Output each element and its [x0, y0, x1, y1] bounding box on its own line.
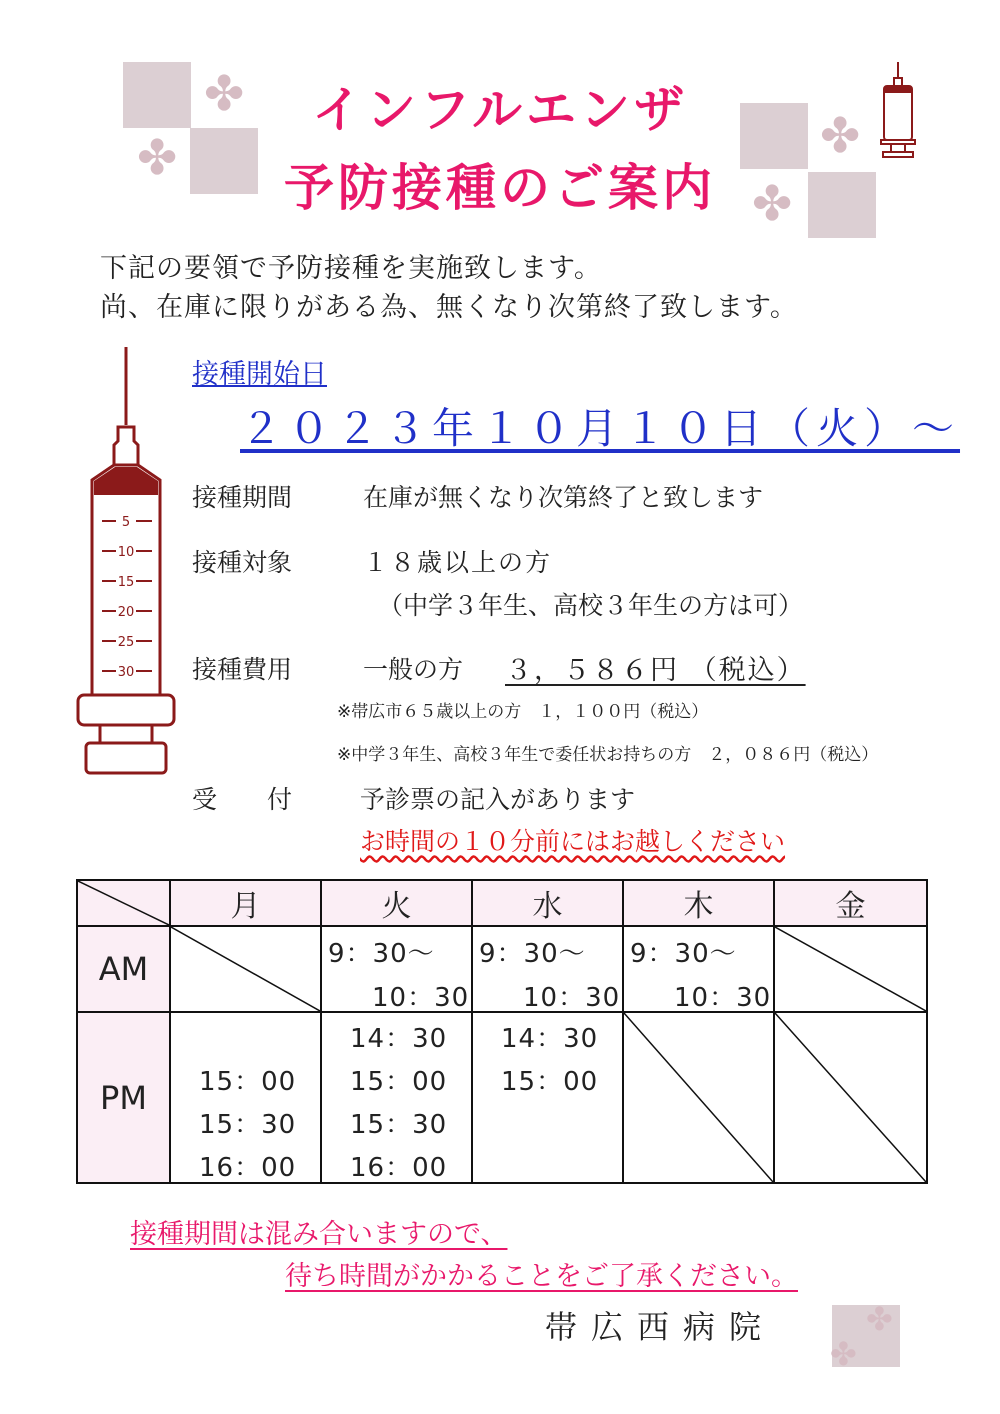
day-header: 火	[321, 880, 472, 926]
clover-icon: ✤	[830, 1335, 857, 1373]
syringe-scale-label: 5	[121, 515, 131, 530]
syringe-scale-label: 10	[117, 545, 135, 560]
pm-thu-cell	[623, 1012, 774, 1183]
day-header: 木	[623, 880, 774, 926]
time-slot: 15：30	[199, 1110, 297, 1140]
time-slot: 9：30～	[630, 939, 737, 969]
time-slot: 15：00	[350, 1067, 448, 1097]
pm-label: PM	[77, 1012, 170, 1183]
time-slot: 10：30	[674, 983, 772, 1013]
clover-icon: ✤	[137, 130, 178, 186]
time-slot: 14：30	[350, 1024, 448, 1054]
time-slot: 15：30	[350, 1110, 448, 1140]
clover-icon: ✤	[204, 66, 245, 122]
am-fri-cell	[774, 926, 927, 1012]
footer-notice-2: 待ち時間がかかることをご了承ください。	[285, 1261, 798, 1292]
schedule-header-row	[77, 880, 927, 926]
pm-fri-cell	[774, 1012, 927, 1183]
day-header: 水	[472, 880, 623, 926]
fee-label: 接種費用	[192, 655, 293, 684]
pm-wed-cell	[472, 1012, 623, 1183]
time-slot: 16：00	[199, 1153, 297, 1183]
reception-notice: お時間の１０分前にはお越しください	[360, 827, 786, 856]
hospital-name: 帯広西病院	[545, 1308, 776, 1346]
start-date-label: 接種開始日	[192, 359, 327, 390]
reception-value: 予診票の記入があります	[360, 785, 636, 814]
fee-general: 一般の方	[363, 655, 464, 684]
am-mon-cell	[170, 926, 321, 1012]
time-slot: 15：00	[501, 1067, 599, 1097]
intro-line-1: 下記の要領で予防接種を実施致します。	[100, 253, 602, 284]
target-label: 接種対象	[192, 548, 293, 577]
period-value: 在庫が無くなり次第終了と致します	[363, 483, 764, 512]
target-note: （中学３年生、高校３年生の方は可）	[378, 591, 804, 620]
am-thu-cell	[623, 926, 774, 1012]
syringe-scale-label: 15	[117, 575, 135, 590]
fee-note-student: ※中学３年生、高校３年生で委任状お持ちの方 ２，０８６円（税込）	[337, 745, 879, 765]
syringe-icon	[72, 345, 182, 785]
time-slot: 10：30	[372, 983, 470, 1013]
start-date: ２０２３年１０月１０日（火）～	[240, 404, 961, 453]
pm-row	[77, 1012, 927, 1183]
syringe-scale-label: 25	[117, 635, 135, 650]
clover-icon: ✤	[866, 1300, 893, 1338]
footer-notice-1: 接種期間は混み合いますので、	[130, 1219, 508, 1250]
am-wed-cell	[472, 926, 623, 1012]
period-label: 接種期間	[192, 483, 293, 512]
title-line-1: インフルエンザ	[312, 81, 688, 139]
time-slot: 15：00	[199, 1067, 297, 1097]
fee-note-senior: ※帯広市６５歳以上の方 １，１００円（税込）	[337, 702, 709, 722]
title-line-2: 予防接種のご案内	[284, 159, 716, 217]
time-slot: 9：30～	[479, 939, 586, 969]
time-slot: 16：00	[350, 1153, 448, 1183]
clover-icon: ✤	[752, 176, 793, 232]
reception-label: 受 付	[192, 785, 293, 814]
am-row	[77, 926, 927, 1012]
am-tue-cell	[321, 926, 472, 1012]
time-slot: 9：30～	[328, 939, 435, 969]
clover-icon: ✤	[820, 108, 861, 164]
pm-tue-cell	[321, 1012, 472, 1183]
pm-mon-cell	[170, 1012, 321, 1183]
time-slot: 14：30	[501, 1024, 599, 1054]
day-header: 金	[774, 880, 927, 926]
time-slot: 10：30	[523, 983, 621, 1013]
am-label: AM	[77, 926, 170, 1012]
corner-cell	[77, 880, 170, 926]
intro-line-2: 尚、在庫に限りがある為、無くなり次第終了致します。	[100, 292, 798, 323]
fee-amount: ３，５８６円 （税込）	[505, 655, 806, 686]
target-value: １８歳以上の方	[363, 548, 553, 577]
day-header: 月	[170, 880, 321, 926]
schedule-table	[76, 879, 928, 1184]
syringe-scale-label: 30	[117, 665, 135, 680]
syringe-scale-label: 20	[117, 605, 135, 620]
